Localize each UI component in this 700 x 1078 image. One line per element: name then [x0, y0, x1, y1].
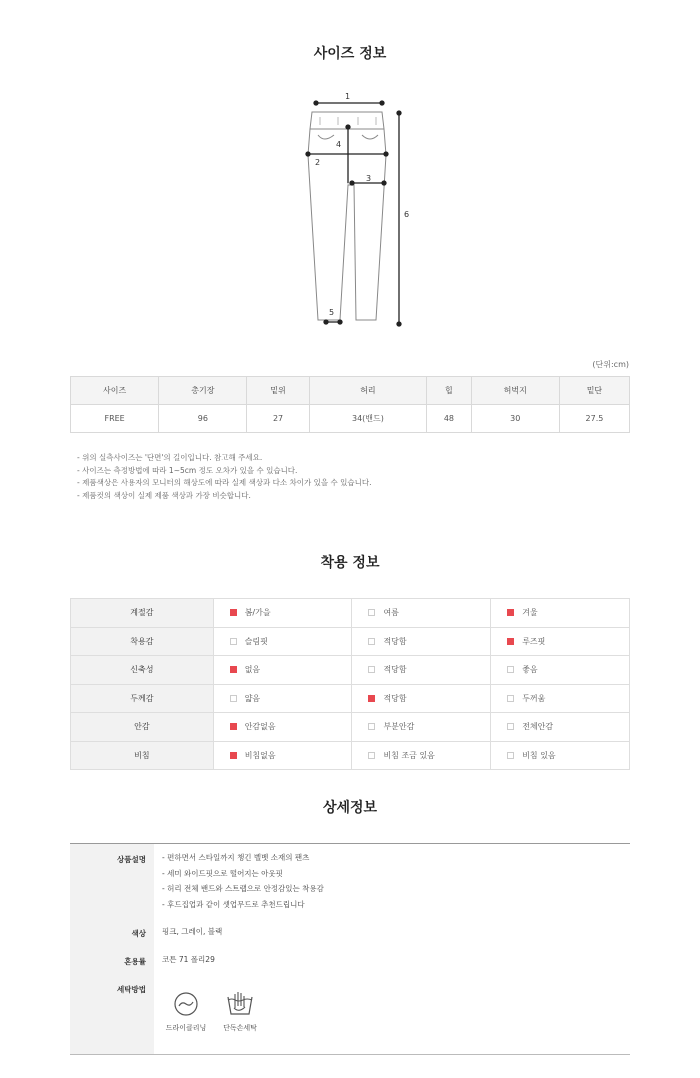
- wear-row-label: 계절감: [71, 599, 214, 628]
- wash-method-label-text: 드라이클리닝: [165, 1024, 207, 1032]
- wear-option-text: 적당함: [383, 665, 407, 675]
- dry-clean-icon: [173, 991, 199, 1017]
- description-line: - 세미 와이드핏으로 떨어지는 아웃핏: [162, 868, 283, 878]
- wear-option: [352, 684, 491, 713]
- hand-wash-icon: [226, 991, 254, 1017]
- wear-option: [213, 627, 352, 656]
- note-line: - 제품컷의 색상이 실제 제품 색상과 가장 비슷합니다.: [77, 490, 251, 500]
- wear-option-text: 좋음: [522, 665, 538, 675]
- unchecked-box-icon: [368, 638, 375, 645]
- wear-option: [213, 599, 352, 628]
- unit-label: (단위:cm): [592, 360, 629, 369]
- unchecked-box-icon: [507, 666, 514, 673]
- wear-option-text: 비침 조금 있음: [383, 750, 435, 760]
- size-table-header: [71, 377, 630, 405]
- wash-method-label: 세탁방법: [117, 985, 146, 994]
- wear-row-label: 안감: [71, 713, 214, 742]
- description-line: - 후드집업과 같이 셋업무드로 추천드립니다: [162, 899, 305, 909]
- checked-box-icon: [230, 609, 237, 616]
- unchecked-box-icon: [368, 752, 375, 759]
- table-cell: 27.5: [559, 405, 629, 433]
- size-notes: [77, 452, 372, 502]
- diagram-label-1: 1: [345, 92, 351, 101]
- wear-option: [352, 656, 491, 685]
- wear-option: [491, 627, 630, 656]
- unchecked-box-icon: [368, 723, 375, 730]
- note-line: - 사이즈는 측정방법에 따라 1~5cm 정도 오차가 있을 수 있습니다.: [77, 465, 298, 475]
- header-cell: 밑위: [247, 377, 309, 405]
- wear-option-text: 겨울: [522, 608, 538, 618]
- wear-row-label: 착용감: [71, 627, 214, 656]
- wear-option-text: 적당함: [383, 636, 407, 646]
- wear-info-title: 착용 정보: [320, 555, 380, 571]
- header-cell: 허리: [309, 377, 427, 405]
- wear-option: [352, 713, 491, 742]
- table-row: [71, 405, 630, 433]
- detail-info-box: [70, 843, 630, 1055]
- wear-option: [491, 684, 630, 713]
- unchecked-box-icon: [230, 695, 237, 702]
- wear-info-table: [70, 598, 630, 770]
- wear-option: [213, 656, 352, 685]
- wear-row: [71, 713, 630, 742]
- detail-info-title: 상세정보: [322, 800, 378, 816]
- wear-row: [71, 741, 630, 770]
- checked-box-icon: [230, 723, 237, 730]
- checked-box-icon: [230, 752, 237, 759]
- header-cell: 총기장: [159, 377, 247, 405]
- wear-option-text: 여름: [383, 608, 399, 618]
- wear-row: [71, 684, 630, 713]
- wear-option: [352, 627, 491, 656]
- header-cell: 힙: [427, 377, 471, 405]
- header-cell: 사이즈: [71, 377, 159, 405]
- table-cell: 27: [247, 405, 309, 433]
- wear-option-text: 얇음: [244, 693, 261, 703]
- wash-method-dry-clean: [161, 991, 211, 1033]
- color-label: 색상: [131, 929, 146, 938]
- description-line: - 허리 전체 밴드와 스트랩으로 안정감있는 착용감: [162, 884, 324, 893]
- header-cell: 밑단: [559, 377, 629, 405]
- wash-method-label-text: 단독손세탁: [223, 1024, 257, 1032]
- product-description-label: 상품설명: [117, 855, 146, 864]
- unchecked-box-icon: [368, 609, 375, 616]
- material-value: 코튼 71 폴리29: [162, 955, 215, 964]
- wear-option: [213, 684, 352, 713]
- wear-option: [352, 599, 491, 628]
- wear-option-text: 두꺼움: [522, 693, 546, 703]
- diagram-label-2: 2: [315, 158, 321, 167]
- wear-option-text: 비침없음: [244, 750, 276, 760]
- wear-option: [491, 599, 630, 628]
- description-line: - 편하면서 스타일까지 챙긴 벨벳 소재의 팬츠: [162, 853, 310, 862]
- table-cell: 30: [471, 405, 559, 433]
- size-info-title: 사이즈 정보: [313, 46, 387, 62]
- wear-option-text: 슬림핏: [244, 636, 268, 646]
- wear-row-label: 신축성: [71, 656, 214, 685]
- wear-option-text: 적당함: [383, 693, 407, 703]
- diagram-label-3: 3: [366, 174, 372, 183]
- table-cell: 34(밴드): [309, 405, 427, 433]
- wash-method-hand-wash: [215, 991, 265, 1033]
- wear-option-text: 없음: [244, 665, 261, 675]
- unchecked-box-icon: [507, 723, 514, 730]
- wear-row-label: 비침: [71, 741, 214, 770]
- diagram-label-5: 5: [329, 308, 335, 317]
- material-label: 혼용률: [124, 957, 146, 966]
- unchecked-box-icon: [368, 666, 375, 673]
- wear-option: [213, 713, 352, 742]
- wear-option-text: 봄/가을: [244, 608, 271, 618]
- product-description: [162, 850, 324, 912]
- note-line: - 제품색상은 사용자의 모니터의 해상도에 따라 실제 색상과 다소 차이가 있을 수 있습니다.: [77, 478, 372, 487]
- table-cell: 96: [159, 405, 247, 433]
- wear-option: [491, 741, 630, 770]
- wear-option-text: 안감없음: [244, 722, 276, 732]
- unchecked-box-icon: [507, 695, 514, 702]
- unchecked-box-icon: [507, 752, 514, 759]
- size-table: [70, 376, 630, 433]
- wear-option-text: 루즈핏: [522, 636, 546, 646]
- checked-box-icon: [230, 666, 237, 673]
- unchecked-box-icon: [230, 638, 237, 645]
- wear-row-label: 두께감: [71, 684, 214, 713]
- diagram-label-4: 4: [336, 140, 342, 149]
- checked-box-icon: [368, 695, 375, 702]
- wear-option: [491, 656, 630, 685]
- checked-box-icon: [507, 609, 514, 616]
- wear-row: [71, 656, 630, 685]
- detail-label-column: [70, 844, 154, 1054]
- wear-option: [491, 713, 630, 742]
- wear-option: [213, 741, 352, 770]
- header-cell: 허벅지: [471, 377, 559, 405]
- color-value: 핑크, 그레이, 블랙: [162, 927, 223, 936]
- checked-box-icon: [507, 638, 514, 645]
- wear-option-text: 부분안감: [383, 722, 415, 732]
- wear-option-text: 전체안감: [522, 722, 554, 732]
- table-cell: FREE: [71, 405, 159, 433]
- wear-row: [71, 627, 630, 656]
- pants-measurement-diagram: [300, 85, 420, 335]
- diagram-label-6: 6: [404, 210, 410, 219]
- note-line: - 위의 실측사이즈는 '단면'의 길이입니다. 참고해 주세요.: [77, 453, 263, 462]
- wear-option-text: 비침 있음: [522, 750, 556, 760]
- wear-option: [352, 741, 491, 770]
- wear-row: [71, 599, 630, 628]
- table-cell: 48: [427, 405, 471, 433]
